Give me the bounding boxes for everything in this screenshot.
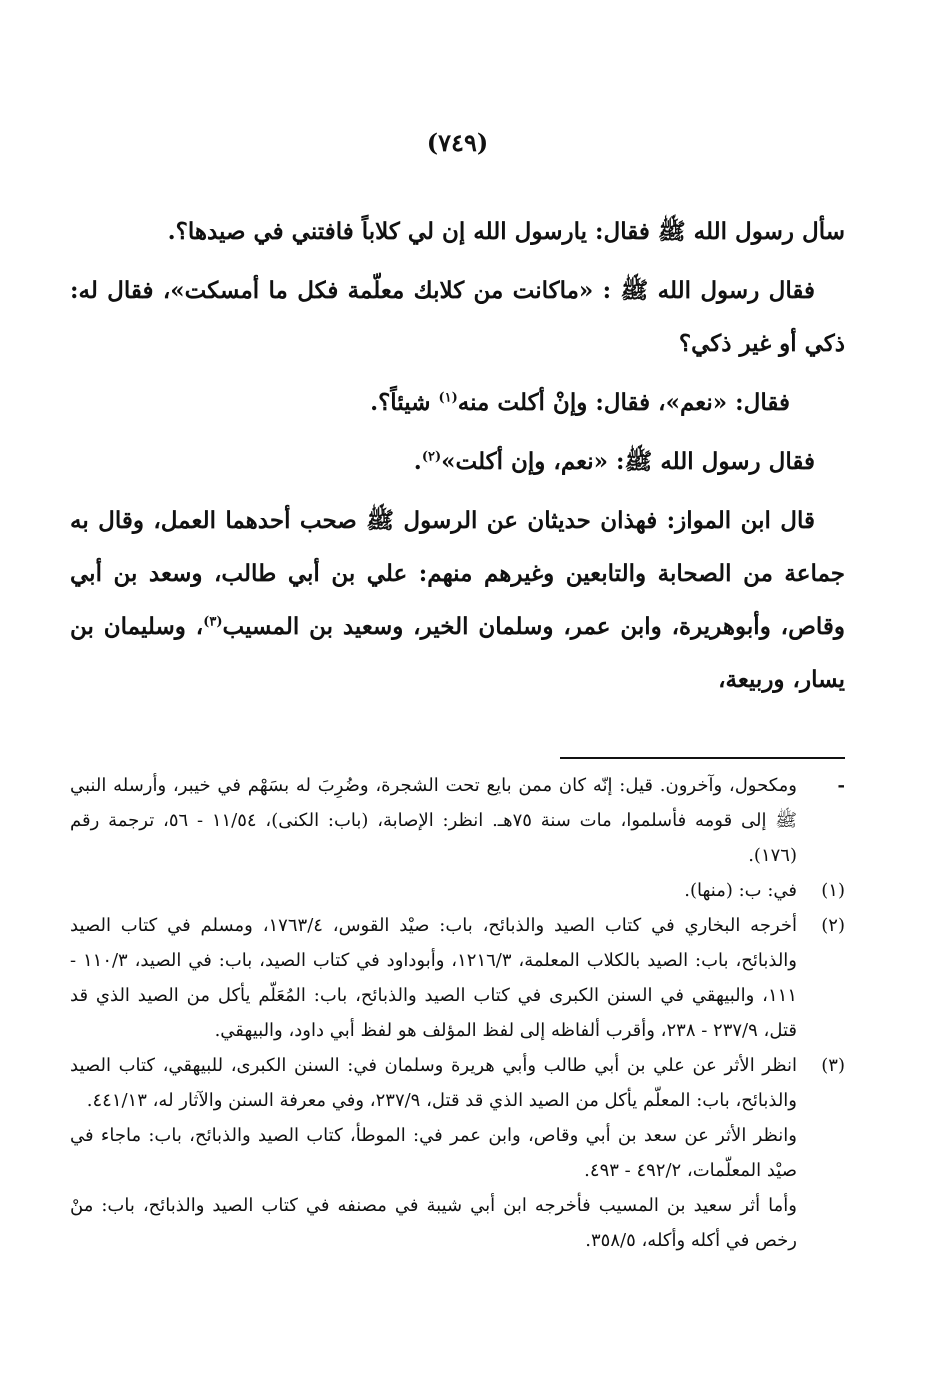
footnote-3-number: (٣) bbox=[821, 1055, 845, 1076]
footnote-continuation bbox=[70, 768, 845, 873]
footnote-1-text: في: ب: (منها). bbox=[684, 880, 797, 901]
footnotes bbox=[70, 768, 845, 1258]
footnote-continuation-text: ومكحول، وآخرون. قيل: إنّه كان ممن بايع تحت الشجرة، وضُرِبَ له بسَهْم في خيبر، وأرسله النبي ﷺ إلى قومه فأسلموا، مات سنة ٧٥هـ. انظر: الإصابة، (باب: الكنى)، ١١/٥٤ - ٥٦، ترجمة رقم (١٧٦). bbox=[70, 775, 798, 866]
paragraph-3-tail: شيئاً؟. bbox=[370, 389, 439, 416]
footnote-1-number: (١) bbox=[821, 880, 845, 901]
footnote-3-text: انظر الأثر عن علي بن أبي طالب وأبي هريرة وسلمان في: السنن الكبرى، للبيهقي، كتاب الصيد والذبائح، باب: المعلّم يأكل من الصيد الذي قد قتل، ٢٣٧/٩، وفي معرفة السنن والآثار له، ٤٤١/١٣. bbox=[70, 1055, 797, 1111]
paragraph-2: فقال رسول الله ﷺ : «ماكانت من كلابك معلّمة فكل ما أمسكت»، فقال له: ذكي أو غير ذكي؟ bbox=[70, 277, 845, 357]
footnote-3-extra-2: وأما أثر سعيد بن المسيب فأخرجه ابن أبي شيبة في مصنفه في كتاب الصيد والذبائح، باب: منْ رخص في أكله وأكله، ٣٥٨/٥. bbox=[70, 1195, 797, 1251]
paragraph-4-tail: . bbox=[413, 448, 422, 475]
paragraph-3-text: فقال: «نعم»، فقال: وإنْ أكلت منه bbox=[457, 389, 790, 416]
footnote-1 bbox=[70, 873, 845, 908]
main-text bbox=[70, 205, 845, 712]
footnote-ref-1: (١) bbox=[438, 390, 458, 406]
footnote-2 bbox=[70, 908, 845, 1048]
paragraph-4 bbox=[70, 435, 845, 488]
footnote-continuation-marker: - bbox=[837, 775, 845, 796]
footnote-3 bbox=[70, 1048, 845, 1118]
page-number: (٧٤٩) bbox=[426, 128, 489, 157]
footnote-separator bbox=[560, 757, 845, 759]
footnote-ref-2: (٢) bbox=[421, 449, 442, 465]
footnote-2-text: أخرجه البخاري في كتاب الصيد والذبائح، باب: صيْد القوس، ١٧٦٣/٤، ومسلم في كتاب الصيد والذبائح، باب: الصيد بالكلاب المعلمة، ١٢١٦/٣، وأبوداود في كتاب الصيد، باب: في الصيد، ١١٠/٣ - ١١١، والبيهقي في السنن الكبرى في كتاب الصيد والذبائح، باب: المُعَلّم يأكل من الصيد الذي قد قتل، ٢٣٧/٩ - ٢٣٨، وأقرب ألفاظه إلى لفظ المؤلف هو لفظ أبي داود، والبيهقي. bbox=[70, 915, 798, 1041]
paragraph-3 bbox=[70, 376, 845, 429]
paragraph-5 bbox=[70, 494, 845, 706]
footnote-2-number: (٢) bbox=[821, 915, 845, 936]
document-page bbox=[70, 0, 845, 1386]
footnote-ref-3: (٣) bbox=[203, 614, 223, 630]
footnote-3-extra-1: وانظر الأثر عن سعد بن أبي وقاص، وابن عمر في: الموطأ، كتاب الصيد والذبائح، باب: ماجاء في صيْد المعلّمات، ٤٩٢/٢ - ٤٩٣. bbox=[70, 1125, 797, 1181]
paragraph-1: سأل رسول الله ﷺ فقال: يارسول الله إن لي كلاباً فافتني في صيدها؟. bbox=[167, 218, 845, 245]
paragraph-4-text: فقال رسول الله ﷺ: «نعم، وإن أكلت» bbox=[441, 448, 815, 475]
paragraph-5-text: قال ابن المواز: فهذان حديثان عن الرسول ﷺ صحب أحدهما العمل، وقال به جماعة من الصحابة والتابعين وغيرهم منهم: علي بن أبي طالب، وسعد بن أبي وقاص، وأبوهريرة، وابن عمر، وسلمان الخير، وسعيد بن المسيب bbox=[70, 507, 845, 640]
paragraph-5-tail: ، وسليمان بن يسار، وربيعة، bbox=[70, 613, 845, 693]
